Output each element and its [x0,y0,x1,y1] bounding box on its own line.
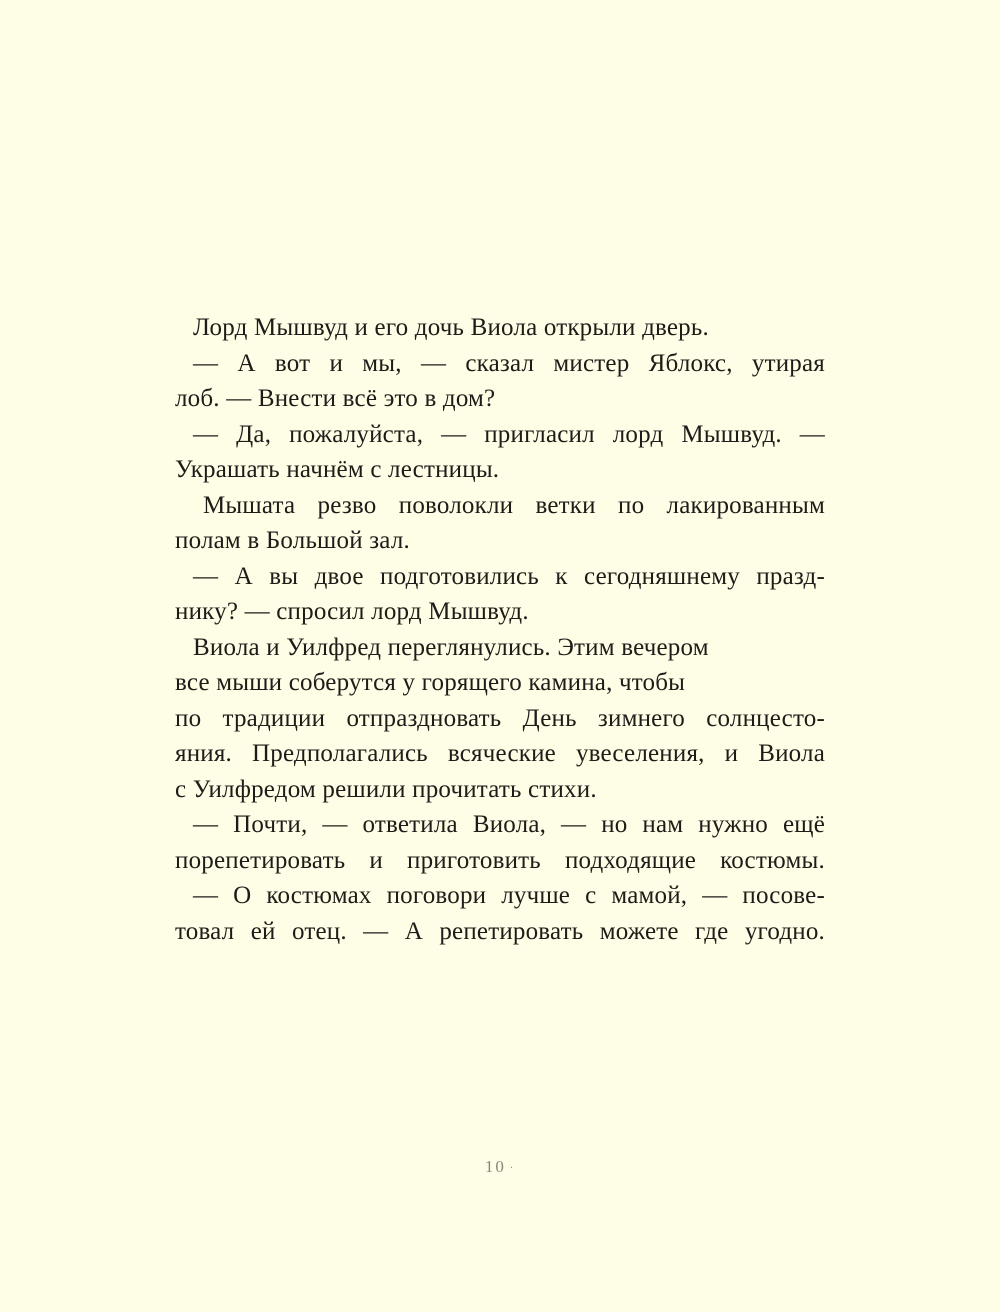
text-line: товал ей отец. — А репетировать можете где угодно. [175,917,825,945]
text-line: — О костюмах поговори лучше с мамой, — посове- [193,882,825,909]
body-text [175,310,825,949]
text-line: — А вы двое подготовились к сегодняшнему празд- [193,562,825,590]
text-line: лоб. — Внести всё это в дом? [175,385,496,412]
text-line: все мыши соберутся у горящего камина, чтобы [175,669,686,696]
text-line: — Да, пожалуйста, — пригласил лорд Мышвуд. — [193,420,825,448]
text-line: Украшать начнём с лестницы. [175,456,500,483]
text-line: Лорд Мышвуд и его дочь Виола открыли дверь. [193,314,709,341]
page-number [0,1157,1000,1177]
text-line: яния. Предполагались всяческие увеселения, и Виола [175,740,825,767]
text-line: порепетировать и приготовить подходящие костюмы. [175,846,825,874]
text-line: Виола и Уилфред переглянулись. Этим вечером [193,633,709,661]
text-line: нику? — спросил лорд Мышвуд. [175,598,529,625]
text-line: — Почти, — ответила Виола, — но нам нужно ещё [193,811,825,838]
text-line: Мышата резво поволокли ветки по лакированным [203,491,825,519]
text-line: по традиции отпраздновать День зимнего солнцесто- [175,704,825,732]
page-number-dot: · [509,1162,516,1174]
text-line: — А вот и мы, — сказал мистер Яблокс, утирая [193,349,825,377]
text-line: с Уилфредом решили прочитать стихи. [175,775,597,803]
text-line: полам в Большой зал. [175,527,410,554]
page-number-value: 10 [484,1157,506,1176]
